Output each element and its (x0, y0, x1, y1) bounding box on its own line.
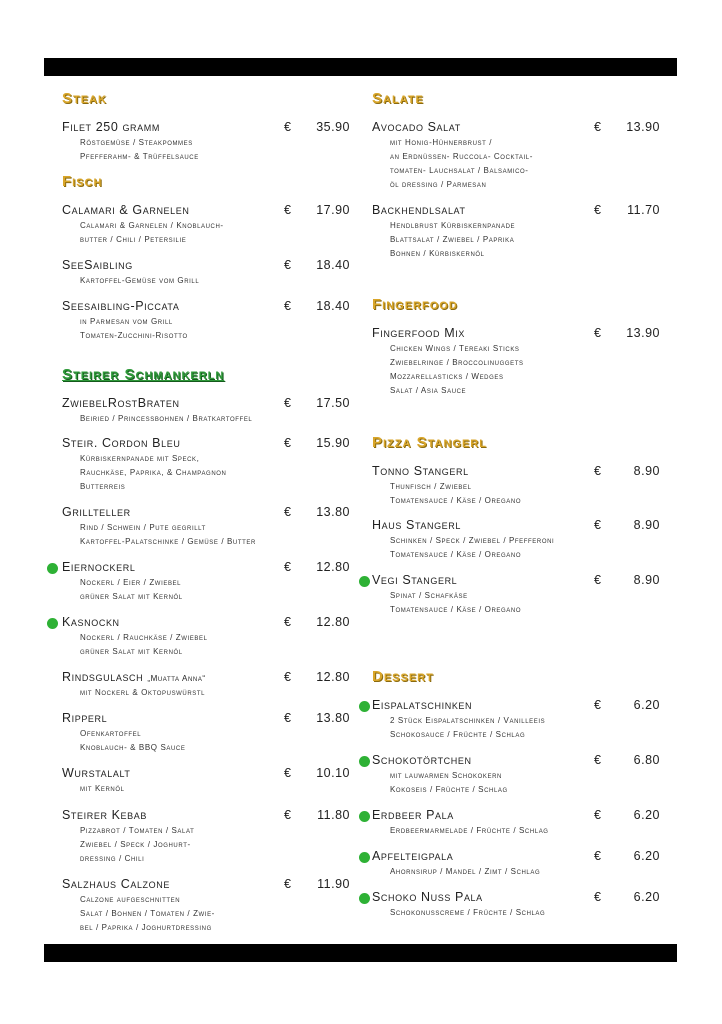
item-name: Vegi Stangerl (372, 573, 458, 587)
item-desc: Kürbiskernpanade mit Speck, Rauchkäse, Paprika, & Champagnon Butterreis (80, 454, 227, 491)
item-desc: Rind / Schwein / Pute gegrillt Kartoffel-Palatschinke / Gemüse / Butter (80, 523, 256, 546)
item-desc: 2 Stück Eispalatschinken / Vanilleeis Schokosauce / Früchte / Schlag (390, 716, 546, 739)
item-name: SeeSaibling (62, 258, 133, 272)
item-price: 6.80 (633, 753, 660, 767)
item-name: Schoko Nuss Pala (372, 890, 483, 904)
currency-symbol: € (284, 877, 291, 891)
item-name: Kasnockn (62, 615, 120, 629)
item-name: Calamari & Garnelen (62, 203, 190, 217)
currency-symbol: € (594, 890, 601, 904)
item-desc: Thunfisch / Zwiebel Tomatensauce / Käse / Oregano (390, 482, 522, 505)
item-name: Rindsgulasch „Muatta Anna“ (62, 670, 206, 684)
item-desc: mit Kernöl (80, 784, 125, 793)
item-desc: mit lauwarmen Schokokern Kokoseis / Früchte / Schlag (390, 771, 508, 794)
section-steak-title: Steak (62, 90, 107, 107)
item-name: Tonno Stangerl (372, 464, 469, 478)
item-price: 8.90 (633, 573, 660, 587)
item-name: Eiernockerl (62, 560, 136, 574)
item-desc: Erdbeermarmelade / Früchte / Schlag (390, 826, 549, 835)
item-price: 13.80 (316, 711, 350, 725)
item-price: 8.90 (633, 464, 660, 478)
currency-symbol: € (284, 203, 291, 217)
item-name: Eispalatschinken (372, 698, 473, 712)
item-price: 18.40 (316, 299, 350, 313)
currency-symbol: € (284, 808, 291, 822)
currency-symbol: € (284, 670, 291, 684)
currency-symbol: € (594, 573, 601, 587)
item-name: ZwiebelRostBraten (62, 396, 180, 410)
item-name: Salzhaus Calzone (62, 877, 170, 891)
item-name: Seesaibling-Piccata (62, 299, 180, 313)
item-price: 12.80 (316, 560, 350, 574)
item-name: Backhendlsalat (372, 203, 466, 217)
currency-symbol: € (284, 299, 291, 313)
item-price: 10.10 (316, 766, 350, 780)
item-name: Haus Stangerl (372, 518, 461, 532)
currency-symbol: € (284, 711, 291, 725)
vegetarian-dot-icon (47, 618, 58, 629)
item-price: 12.80 (316, 670, 350, 684)
vegetarian-dot-icon (359, 756, 370, 767)
item-desc: Hendlbrust Kürbiskernpanade Blattsalat / Zwiebel / Paprika Bohnen / Kürbiskernöl (390, 221, 516, 258)
vegetarian-dot-icon (359, 893, 370, 904)
bottom-bar (44, 944, 677, 962)
item-price: 13.90 (626, 326, 660, 340)
item-desc: Ofenkartoffel Knoblauch- & BBQ Sauce (80, 729, 186, 752)
item-desc: Calzone aufgeschnitten Salat / Bohnen / Tomaten / Zwie- bel / Paprika / Joghurtdressing (80, 895, 215, 932)
item-desc: Schinken / Speck / Zwiebel / Pfefferoni Tomatensauce / Käse / Oregano (390, 536, 555, 559)
item-price: 17.90 (316, 203, 350, 217)
item-price: 8.90 (633, 518, 660, 532)
item-desc: Spinat / Schafkäse Tomatensauce / Käse / Oregano (390, 591, 522, 614)
item-price: 18.40 (316, 258, 350, 272)
item-price: 17.50 (316, 396, 350, 410)
item-desc: mit Nockerl & Oktopuswürstl (80, 688, 206, 697)
item-name: Avocado Salat (372, 120, 461, 134)
section-salate-title: Salate (372, 90, 424, 107)
vegetarian-dot-icon (359, 701, 370, 712)
item-price: 15.90 (316, 436, 350, 450)
item-desc: mit Honig-Hühnerbrust / an Erdnüssen- Ruccola- Cocktail- tomaten- Lauchsalat / Balsamico- öl dressing / Parmesan (390, 138, 533, 189)
item-price: 11.70 (627, 203, 660, 217)
currency-symbol: € (284, 120, 291, 134)
item-desc: Pizzabrot / Tomaten / Salat Zwiebel / Speck / Joghurt- dressing / Chili (80, 826, 195, 863)
vegetarian-dot-icon (359, 811, 370, 822)
item-name: Steir. Cordon Bleu (62, 436, 181, 450)
currency-symbol: € (594, 464, 601, 478)
top-bar (44, 58, 677, 76)
item-desc: Chicken Wings / Tereaki Sticks Zwiebelringe / Broccolinuggets Mozzarellasticks / Wedges Salat / Asia Sauce (390, 344, 524, 395)
item-desc: Kartoffel-Gemüse vom Grill (80, 276, 200, 285)
section-dessert-title: Dessert (372, 668, 434, 685)
item-desc: Röstgemüse / Steakpommes Pfefferahm- & Trüffelsauce (80, 138, 199, 161)
currency-symbol: € (594, 326, 601, 340)
item-desc: in Parmesan vom Grill Tomaten-Zucchini-Risotto (80, 317, 188, 340)
item-desc: Schokonusscreme / Früchte / Schlag (390, 908, 546, 917)
currency-symbol: € (594, 808, 601, 822)
item-price: 13.90 (626, 120, 660, 134)
item-name: Ripperl (62, 711, 108, 725)
vegetarian-dot-icon (359, 576, 370, 587)
currency-symbol: € (284, 615, 291, 629)
item-price: 11.80 (317, 808, 350, 822)
item-price: 6.20 (633, 849, 660, 863)
item-name: Filet 250 gramm (62, 120, 160, 134)
item-name: Apfelteigpala (372, 849, 454, 863)
currency-symbol: € (284, 560, 291, 574)
item-name: Wurstalalt (62, 766, 131, 780)
currency-symbol: € (594, 753, 601, 767)
section-pizza-title: Pizza Stangerl (372, 434, 487, 451)
item-price: 6.20 (633, 698, 660, 712)
item-name: Erdbeer Pala (372, 808, 454, 822)
section-fisch-title: Fisch (62, 173, 103, 190)
item-name: Grillteller (62, 505, 131, 519)
currency-symbol: € (594, 698, 601, 712)
section-steirer-title: Steirer Schmankerln (62, 366, 225, 383)
item-price: 6.20 (633, 808, 660, 822)
currency-symbol: € (594, 120, 601, 134)
item-price: 12.80 (316, 615, 350, 629)
currency-symbol: € (284, 505, 291, 519)
currency-symbol: € (284, 436, 291, 450)
item-name: Steirer Kebab (62, 808, 147, 822)
item-price: 13.80 (316, 505, 350, 519)
item-price: 35.90 (316, 120, 350, 134)
item-desc: Beiried / Princessbohnen / Bratkartoffel (80, 414, 253, 423)
currency-symbol: € (594, 518, 601, 532)
currency-symbol: € (594, 203, 601, 217)
item-name: Fingerfood Mix (372, 326, 465, 340)
vegetarian-dot-icon (47, 563, 58, 574)
item-desc: Nockerl / Rauchkäse / Zwiebel grüner Salat mit Kernöl (80, 633, 208, 656)
item-price: 6.20 (633, 890, 660, 904)
item-desc: Nockerl / Eier / Zwiebel grüner Salat mit Kernöl (80, 578, 183, 601)
section-fingerfood-title: Fingerfood (372, 296, 458, 313)
item-price: 11.90 (317, 877, 350, 891)
item-desc: Ahornsirup / Mandel / Zimt / Schlag (390, 867, 541, 876)
currency-symbol: € (284, 766, 291, 780)
currency-symbol: € (284, 396, 291, 410)
item-desc: Calamari & Garnelen / Knoblauch- butter / Chili / Petersilie (80, 221, 224, 244)
item-name: Schokotörtchen (372, 753, 472, 767)
currency-symbol: € (594, 849, 601, 863)
vegetarian-dot-icon (359, 852, 370, 863)
currency-symbol: € (284, 258, 291, 272)
